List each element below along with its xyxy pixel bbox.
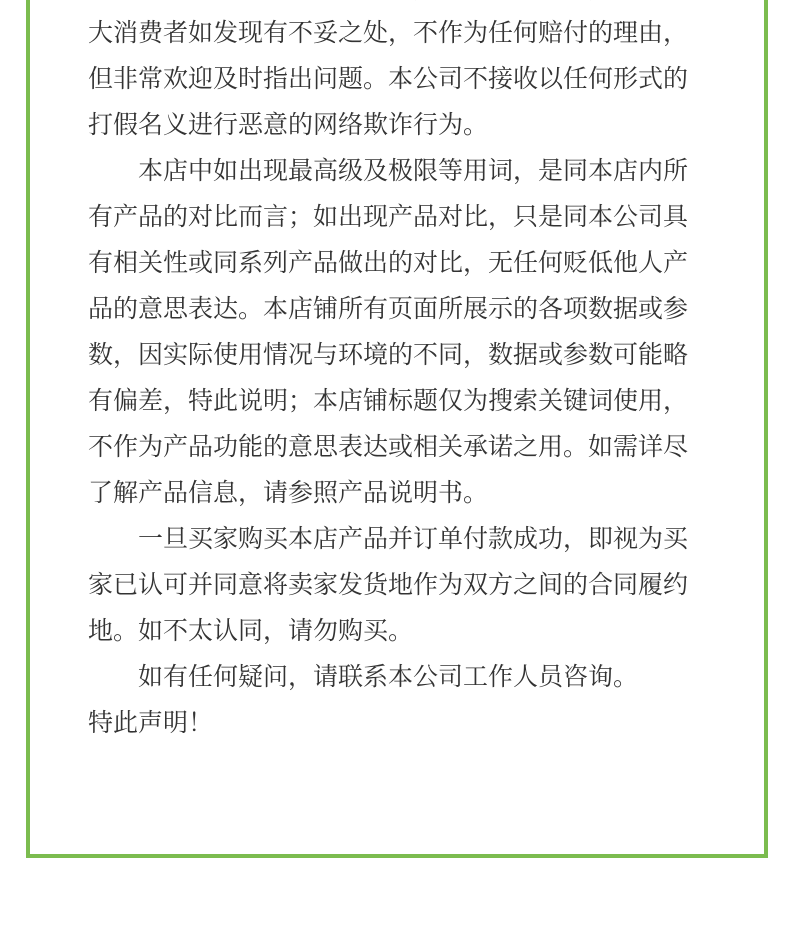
paragraph-contract-location: 一旦买家购买本店产品并订单付款成功，即视为买家已认可并同意将卖家发货地作为双方之间的合同履约地。如不太认同，请勿购买。 <box>88 524 689 645</box>
paragraph-superlatives: 本店中如出现最高级及极限等用词，是同本店内所有产品的对比而言；如出现产品对比，只是同本公司具有相关性或同系列产品做出的对比，无任何贬低他人产品的意思表达。本店铺所有页面所展示的各项数据或参数，因实际使用情况与环境的不同，数据或参数可能略有偏差，特此说明；本店铺标题仅为搜索关键词使用，不作为产品功能的意思表达或相关承诺之用。如需详尽了解产品信息，请参照产品说明书。 <box>88 156 689 507</box>
notice-text <box>88 0 712 746</box>
notice-box <box>26 0 768 858</box>
paragraph-contact: 如有任何疑问，请联系本公司工作人员咨询。 <box>138 662 639 691</box>
paragraph-disclaimer-continued: 大消费者如发现有不妥之处，不作为任何赔付的理由，但非常欢迎及时指出问题。本公司不接收以任何形式的打假名义进行恶意的网络欺诈行为。 <box>88 18 689 139</box>
paragraph-closing: 特此声明！ <box>88 708 214 737</box>
